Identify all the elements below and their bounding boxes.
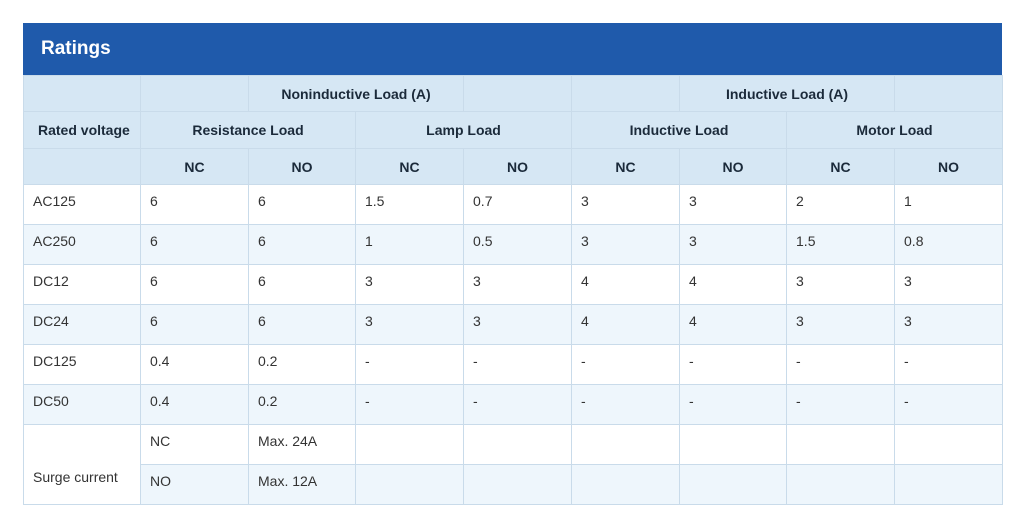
value-cell: 6 [249,305,356,345]
value-cell: - [356,385,464,425]
table-row [24,345,1003,385]
table-row [24,265,1003,305]
header-lamp-load: Lamp Load [356,112,572,149]
header-blank [895,76,1003,112]
value-cell: 4 [680,265,787,305]
surge-value-cell: Max. 24A [249,425,356,465]
value-cell: 6 [141,265,249,305]
header-inductive-load: Inductive Load [572,112,787,149]
surge-type-cell: NC [141,425,249,465]
value-cell: 0.7 [464,185,572,225]
header-resistance-load: Resistance Load [141,112,356,149]
empty-cell [572,425,680,465]
value-cell: 0.2 [249,345,356,385]
value-cell: - [787,385,895,425]
table-row [24,185,1003,225]
empty-cell [680,425,787,465]
value-cell: 3 [895,305,1003,345]
value-cell: 4 [572,305,680,345]
surge-type-cell: NO [141,465,249,505]
table-row [24,425,1003,465]
header-no: NO [249,149,356,185]
table-row [24,385,1003,425]
value-cell: 3 [464,305,572,345]
voltage-cell: DC24 [24,305,141,345]
header-no: NO [895,149,1003,185]
value-cell: 0.2 [249,385,356,425]
value-cell: 6 [249,265,356,305]
value-cell: 3 [572,225,680,265]
value-cell: 3 [464,265,572,305]
empty-cell [356,465,464,505]
value-cell: 1.5 [356,185,464,225]
empty-cell [787,425,895,465]
value-cell: - [680,385,787,425]
surge-current-label: Surge current [24,425,141,505]
header-blank [141,76,249,112]
value-cell: 1 [895,185,1003,225]
value-cell: - [680,345,787,385]
header-no: NO [464,149,572,185]
voltage-cell: DC50 [24,385,141,425]
value-cell: 4 [572,265,680,305]
empty-cell [356,425,464,465]
value-cell: 3 [895,265,1003,305]
value-cell: 3 [680,185,787,225]
table-row [24,225,1003,265]
voltage-cell: DC125 [24,345,141,385]
value-cell: - [572,345,680,385]
empty-cell [464,465,572,505]
surge-value-cell: Max. 12A [249,465,356,505]
table-row [24,305,1003,345]
value-cell: 6 [141,185,249,225]
header-nc: NC [787,149,895,185]
empty-cell [680,465,787,505]
value-cell: 3 [356,265,464,305]
value-cell: 0.8 [895,225,1003,265]
value-cell: 4 [680,305,787,345]
value-cell: 0.4 [141,345,249,385]
value-cell: 1 [356,225,464,265]
empty-cell [787,465,895,505]
value-cell: 3 [356,305,464,345]
value-cell: 3 [787,265,895,305]
header-blank [24,76,141,112]
value-cell: 6 [141,225,249,265]
value-cell: 3 [680,225,787,265]
voltage-cell: AC250 [24,225,141,265]
header-motor-load: Motor Load [787,112,1003,149]
ratings-title: Ratings [23,23,1002,75]
ratings-card [23,23,1002,505]
value-cell: 6 [141,305,249,345]
header-rated-voltage: Rated voltage [24,112,141,149]
header-no: NO [680,149,787,185]
empty-cell [464,425,572,465]
header-nc: NC [141,149,249,185]
value-cell: - [895,385,1003,425]
value-cell: 3 [787,305,895,345]
value-cell: - [572,385,680,425]
header-inductive: Inductive Load (A) [680,76,895,112]
header-nc: NC [356,149,464,185]
table-row [24,465,1003,505]
value-cell: - [356,345,464,385]
empty-cell [895,425,1003,465]
empty-cell [572,465,680,505]
value-cell: 1.5 [787,225,895,265]
header-blank [464,76,572,112]
value-cell: 3 [572,185,680,225]
value-cell: - [464,385,572,425]
value-cell: - [787,345,895,385]
value-cell: 0.5 [464,225,572,265]
value-cell: 6 [249,185,356,225]
ratings-table [23,75,1003,505]
header-noninductive: Noninductive Load (A) [249,76,464,112]
value-cell: - [464,345,572,385]
value-cell: 0.4 [141,385,249,425]
value-cell: 2 [787,185,895,225]
voltage-cell: AC125 [24,185,141,225]
value-cell: - [895,345,1003,385]
header-nc: NC [572,149,680,185]
header-blank [572,76,680,112]
empty-cell [895,465,1003,505]
header-blank [24,149,141,185]
value-cell: 6 [249,225,356,265]
voltage-cell: DC12 [24,265,141,305]
